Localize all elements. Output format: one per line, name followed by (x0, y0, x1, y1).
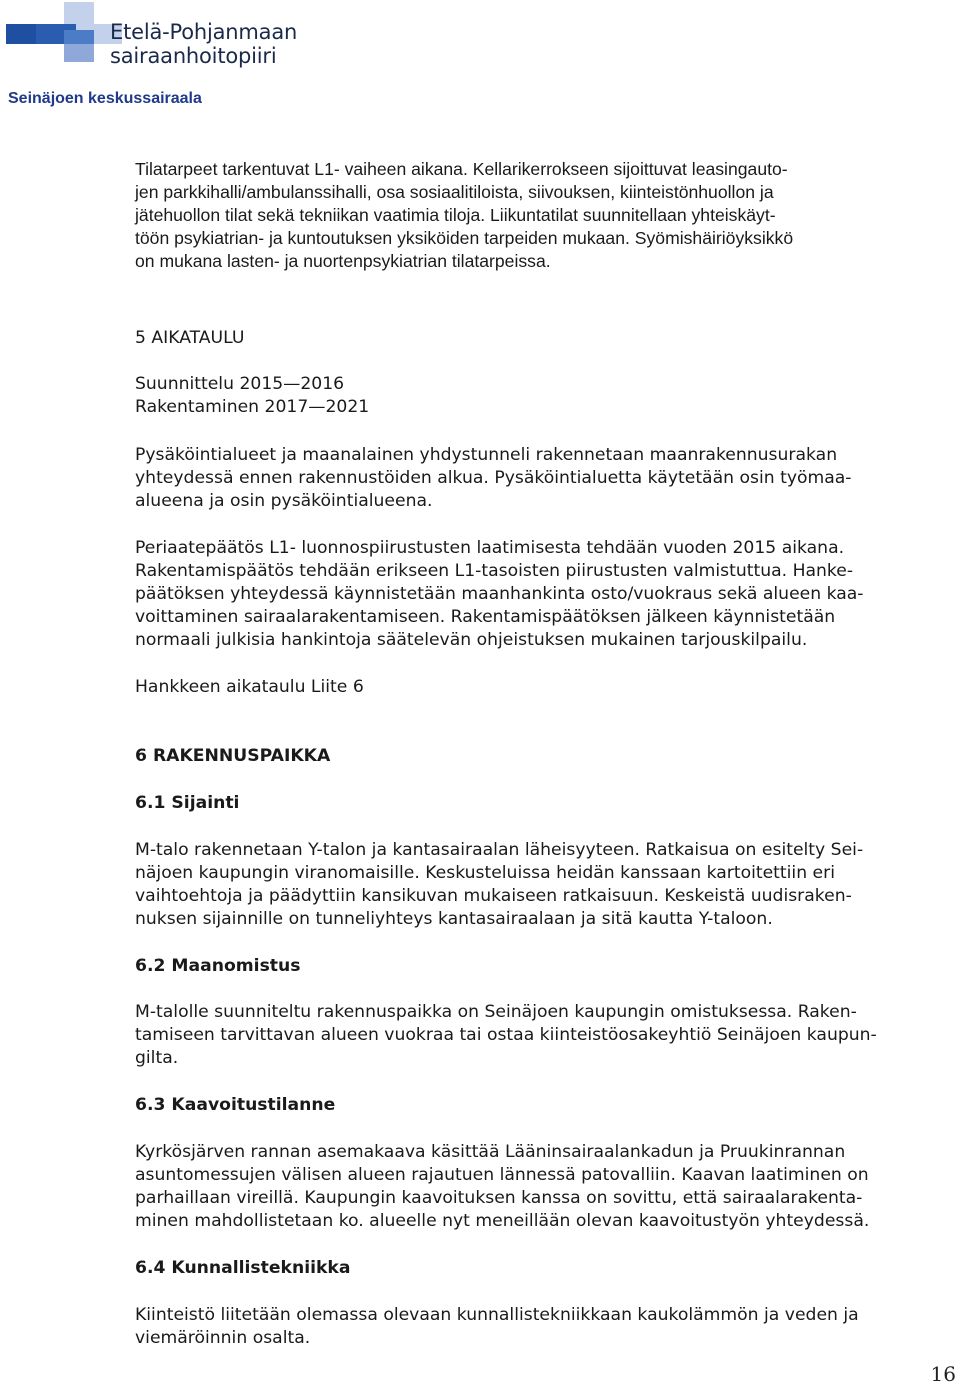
text-line: 5 AIKATAULU (135, 328, 245, 348)
text-line: tamiseen tarvittavan alueen vuokraa tai ostaa kiinteistöosakeyhtiö Seinäjoen kaupun- (135, 1025, 877, 1045)
text-line: gilta. (135, 1048, 179, 1068)
text-line: näjoen kaupungin viranomaisille. Keskusteluissa heidän kanssaan kartoitettiin eri (135, 863, 835, 883)
text-line: Periaatepäätös L1- luonnospiirustusten laatimisesta tehdään vuoden 2015 aikana. (135, 538, 845, 558)
organization-name-line1: Etelä-Pohjanmaan (110, 20, 298, 44)
section-heading: 6.1 Sijainti (135, 793, 240, 813)
text-line: Kyrkösjärven rannan asemakaava käsittää Lääninsairaalankadun ja Pruukinrannan (135, 1142, 846, 1162)
text-line: M-talolle suunniteltu rakennuspaikka on Seinäjoen kaupungin omistuksessa. Raken- (135, 1002, 857, 1022)
text-line: alueena ja osin pysäköintialueena. (135, 491, 433, 511)
text-line: jätehuollon tilat sekä tekniikan vaatimia tiloja. Liikuntatilat suunnitellaan yhteiskäyt- (135, 205, 776, 225)
text-line: töön psykiatrian- ja kuntoutuksen yksiköiden tarpeiden mukaan. Syömishäiriöyksikkö (135, 228, 794, 248)
text-line: yhteydessä ennen rakennustöiden alkua. Pysäköintialuetta käytetään osin työmaa- (135, 468, 852, 488)
section-heading: 6.3 Kaavoitustilanne (135, 1095, 336, 1115)
text-line: Kiinteistö liitetään olemassa olevaan kunnallistekniikkaan kaukolämmön ja veden ja (135, 1305, 859, 1325)
page-number: 16 (930, 1362, 956, 1386)
text-line: Suunnittelu 2015—2016 (135, 374, 345, 394)
text-line: on mukana lasten- ja nuortenpsykiatrian tilatarpeissa. (135, 251, 551, 271)
text-line: asuntomessujen välisen alueen rajautuen lännessä patovalliin. Kaavan laatiminen on (135, 1165, 869, 1185)
text-line: Rakentamispäätös tehdään erikseen L1-tasoisten piirustusten valmistuttua. Hanke- (135, 561, 854, 581)
text-line: Pysäköintialueet ja maanalainen yhdystunneli rakennetaan maanrakennusurakan (135, 445, 838, 465)
text-line: M-talo rakennetaan Y-talon ja kantasairaalan läheisyyteen. Ratkaisua on esitelty Sei- (135, 840, 864, 860)
text-line: Hankkeen aikataulu Liite 6 (135, 677, 364, 697)
text-line: normaali julkisia hankintoja säätelevän ohjeistuksen mukainen tarjouskilpailu. (135, 630, 808, 650)
section-heading: 6 RAKENNUSPAIKKA (135, 746, 331, 766)
text-line: vaihtoehtoja ja päädyttiin kansikuvan mukaiseen ratkaisuun. Keskeistä uudisraken- (135, 886, 852, 906)
section-heading: 6.4 Kunnallistekniikka (135, 1258, 351, 1278)
text-line: viemäröinnin osalta. (135, 1328, 311, 1348)
text-line: parhaillaan vireillä. Kaupungin kaavoituksen kanssa on sovittu, että sairaalarakenta- (135, 1188, 863, 1208)
text-line: Tilatarpeet tarkentuvat L1- vaiheen aikana. Kellarikerrokseen sijoittuvat leasingauto- (135, 159, 788, 179)
organization-name-line2: sairaanhoitopiiri (110, 44, 277, 68)
section-heading: 6.2 Maanomistus (135, 956, 301, 976)
text-line: voittaminen sairaalarakentamiseen. Rakentamispäätöksen jälkeen käynnistetään (135, 607, 836, 627)
text-line: päätöksen yhteydessä käynnistetään maanhankinta osto/vuokraus sekä alueen kaa- (135, 584, 864, 604)
text-line: jen parkkihalli/ambulanssihalli, osa sosiaalitiloista, siivouksen, kiinteistönhuollon ja (135, 182, 774, 202)
hospital-name: Seinäjoen keskussairaala (8, 90, 202, 107)
text-line: Rakentaminen 2017—2021 (135, 397, 370, 417)
text-line: nuksen sijainnille on tunneliyhteys kantasairaalaan ja sitä kautta Y-taloon. (135, 909, 773, 929)
text-line: minen mahdollistetaan ko. alueelle nyt meneillään olevan kaavoitustyön yhteydessä. (135, 1211, 870, 1231)
